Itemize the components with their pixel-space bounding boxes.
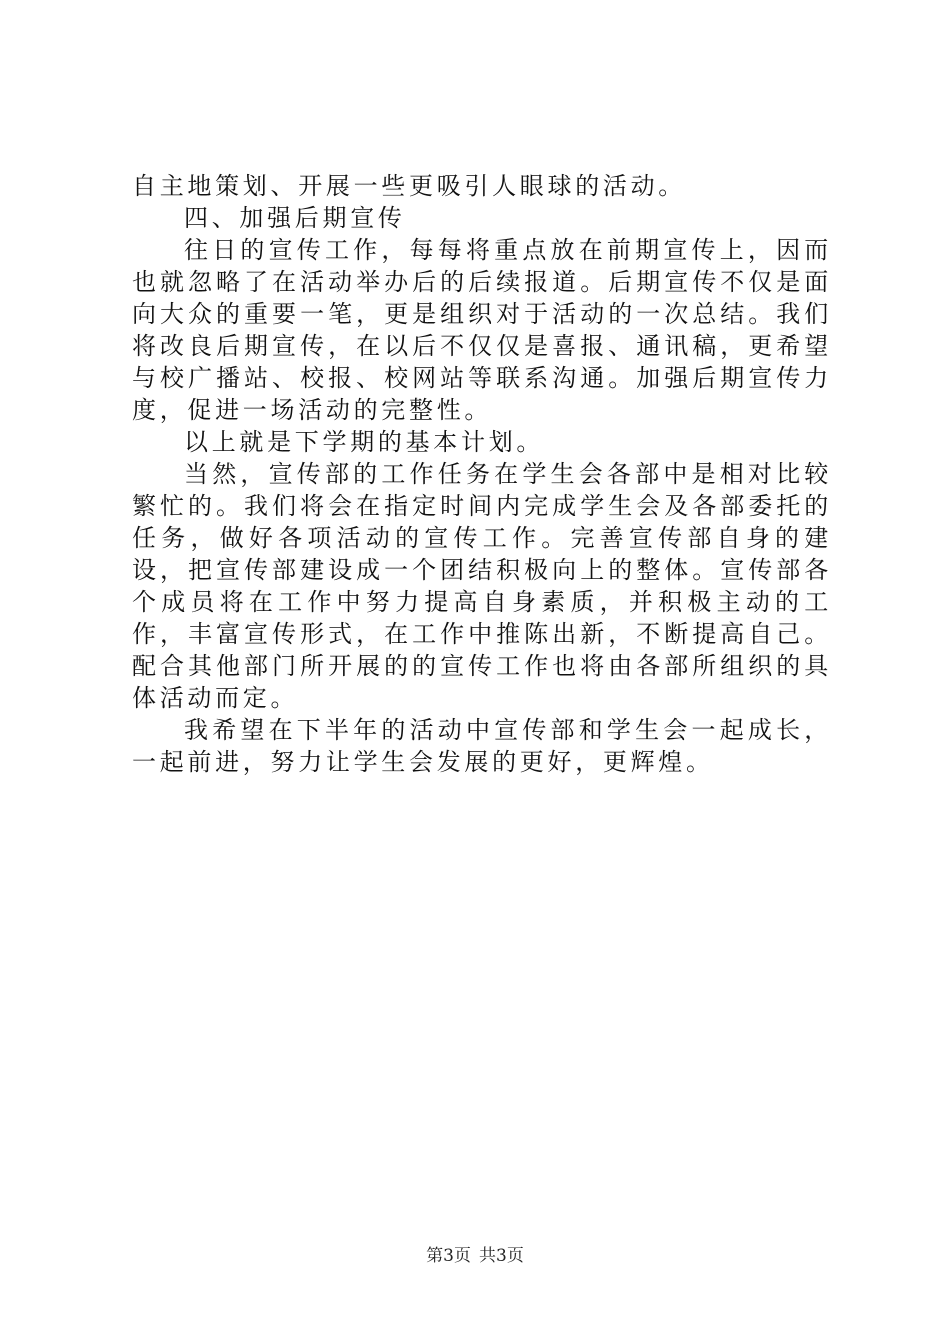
paragraph: 我希望在下半年的活动中宣传部和学生会一起成长，一起前进，努力让学生会发展的更好，更辉煌。 <box>132 716 832 776</box>
paragraph: 往日的宣传工作，每每将重点放在前期宣传上，因而也就忽略了在活动举办后的后续报道。后期宣传不仅是面向大众的重要一笔，更是组织对于活动的一次总结。我们将改良后期宣传，在以后不仅仅是喜报、通讯稿，更希望与校广播站、校报、校网站等联系沟通。加强后期宣传力度，促进一场活动的完整性。 <box>132 236 832 424</box>
page-total: 共3页 <box>479 1246 524 1266</box>
page-footer <box>0 1244 950 1268</box>
paragraph: 以上就是下学期的基本计划。 <box>184 428 545 456</box>
section-heading: 四、加强后期宣传 <box>184 204 406 232</box>
paragraph: 自主地策划、开展一些更吸引人眼球的活动。 <box>132 172 686 200</box>
page-number: 第3页 <box>426 1246 471 1266</box>
paragraph: 当然，宣传部的工作任务在学生会各部中是相对比较繁忙的。我们将会在指定时间内完成学生会及各部委托的任务，做好各项活动的宣传工作。完善宣传部自身的建设，把宣传部建设成一个团结积极向上的整体。宣传部各个成员将在工作中努力提高自身素质，并积极主动的工作，丰富宣传形式，在工作中推陈出新，不断提高自己。配合其他部门所开展的的宣传工作也将由各部所组织的具体活动而定。 <box>132 460 832 712</box>
document-body <box>132 170 832 778</box>
